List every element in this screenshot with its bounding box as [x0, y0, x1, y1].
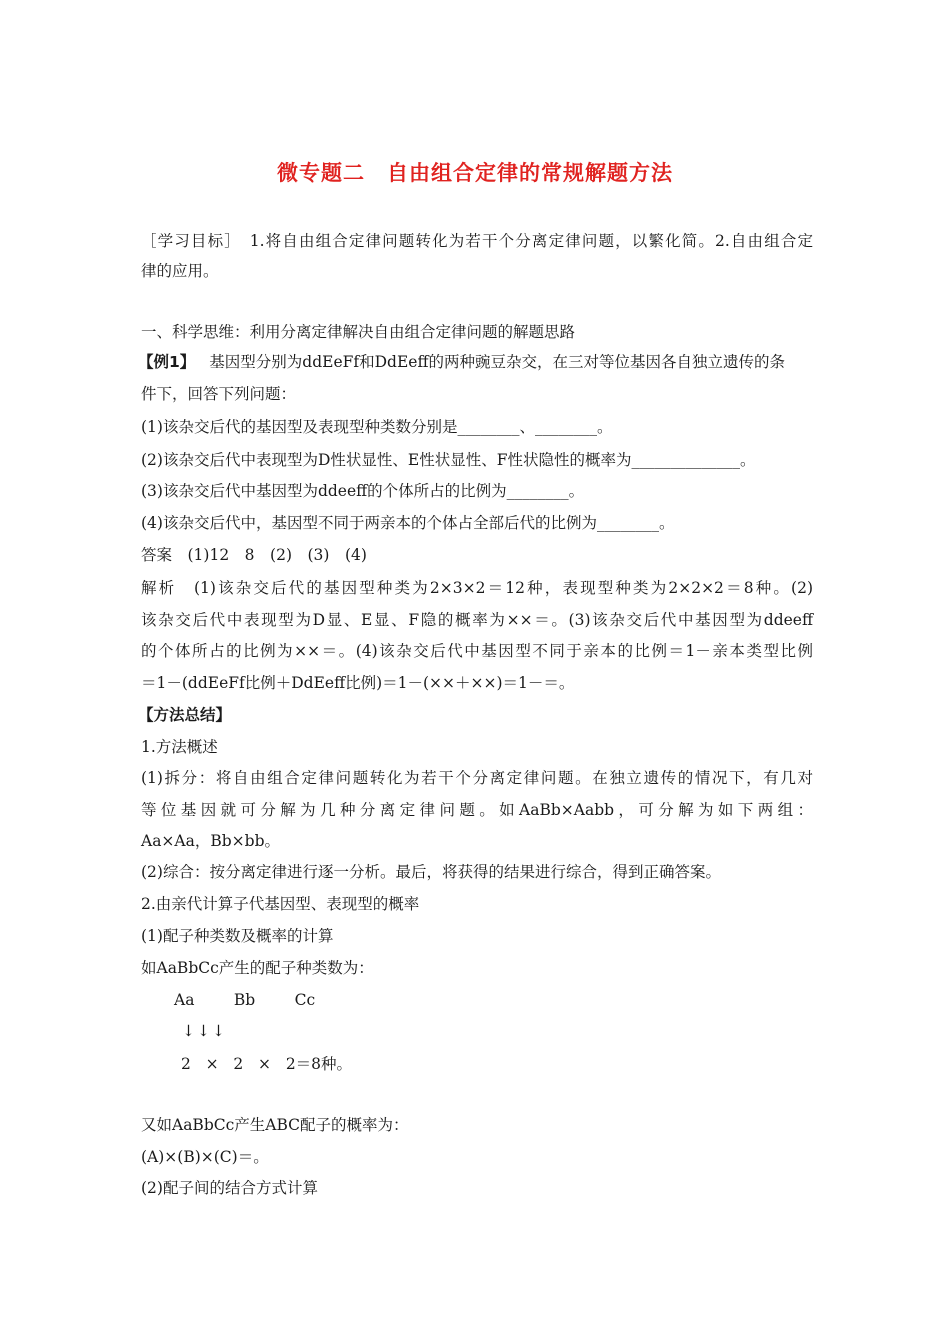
example-line-2: 件下，回答下列问题：	[141, 385, 297, 403]
gamete-probability-formula: (A)×(B)×(C)＝。	[141, 1148, 269, 1166]
question-4: (4)该杂交后代中，基因型不同于两亲本的个体占全部后代的比例为________。	[141, 514, 675, 532]
learning-goals-line-1: ［学习目标］ 1.将自由组合定律问题转化为若干个分离定律问题，以繁化简。2.自由组合定	[141, 232, 813, 250]
answer-line: 答案 (1)12 8 (2) (3) (4)	[141, 546, 367, 564]
question-3: (3)该杂交后代中基因型为ddeeff的个体所占的比例为________。	[141, 482, 585, 500]
gamete-combination-heading: (2)配子间的结合方式计算	[141, 1179, 318, 1197]
page-title: 微专题二 自由组合定律的常规解题方法	[277, 161, 673, 185]
analysis-line-3: 的个体所占的比例为××＝。(4)该杂交后代中基因型不同于亲本的比例＝1－亲本类型比例	[141, 642, 813, 660]
example-line-1	[138, 352, 810, 372]
split-line-1: (1)拆分：将自由组合定律问题转化为若干个分离定律问题。在独立遗传的情况下，有几对	[141, 769, 813, 787]
method-summary-heading: 【方法总结】	[138, 706, 232, 724]
subheading-2: 2.由亲代计算子代基因型、表现型的概率	[141, 895, 420, 913]
subheading-1: 1.方法概述	[141, 738, 218, 756]
example-text: 基因型分别为ddEeFf和DdEeff的两种豌豆杂交，在三对等位基因各自独立遗传的条	[209, 353, 785, 371]
question-2: (2)该杂交后代中表现型为D性状显性、E性状显性、F性状隐性的概率为______________。	[141, 451, 756, 469]
gamete-example-intro: 如AaBbCc产生的配子种类数为：	[141, 959, 374, 977]
combine-line: (2)综合：按分离定律进行逐一分析。最后，将获得的结果进行综合，得到正确答案。	[141, 863, 721, 881]
gamete-probability-intro: 又如AaBbCc产生ABC配子的概率为：	[141, 1116, 409, 1134]
analysis-line-2: 该杂交后代中表现型为D显、E显、F隐的概率为××＝。(3)该杂交后代中基因型为ddeeff	[141, 611, 813, 629]
analysis-line-4: ＝1－(ddEeFf比例＋DdEeff比例)＝1－(××＋××)＝1－＝。	[141, 674, 575, 692]
question-1: (1)该杂交后代的基因型及表现型种类数分别是________、________。	[141, 418, 613, 436]
split-line-3: Aa×Aa，Bb×bb。	[141, 832, 281, 850]
gamete-genotypes-row: Aa Bb Cc	[174, 991, 316, 1009]
example-label: 【例1】	[138, 353, 196, 371]
gamete-heading: (1)配子种类数及概率的计算	[141, 927, 334, 945]
gamete-count-row: 2 × 2 × 2＝8种。	[181, 1055, 353, 1073]
split-line-2: 等位基因就可分解为几种分离定律问题。如AaBb×Aabb，可分解为如下两组：	[141, 801, 813, 819]
analysis-line-1: 解析 (1)该杂交后代的基因型种类为2×3×2＝12种，表现型种类为2×2×2＝8种。(2)	[141, 579, 813, 597]
arrow-down-icons: ↓↓↓	[182, 1022, 227, 1040]
section-heading: 一、科学思维：利用分离定律解决自由组合定律问题的解题思路	[141, 323, 576, 341]
learning-goals-line-2: 律的应用。	[141, 262, 219, 280]
